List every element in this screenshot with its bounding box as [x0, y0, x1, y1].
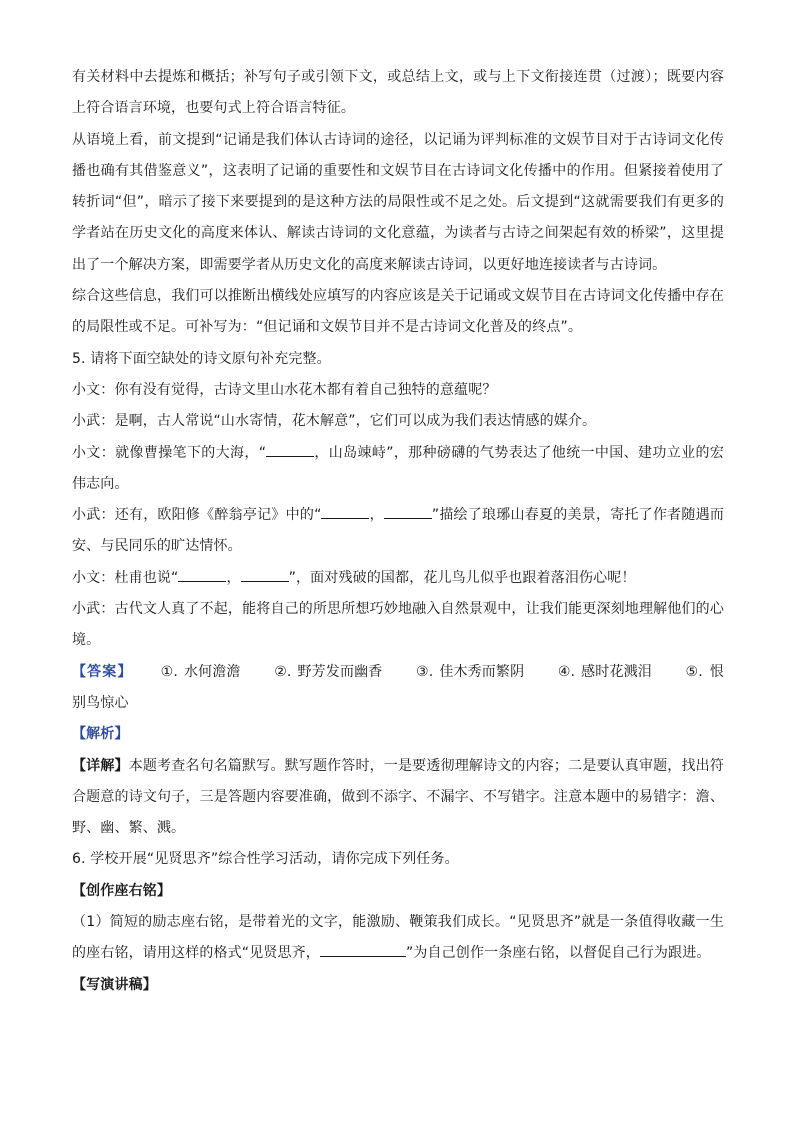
answer-item-1	[161, 657, 241, 688]
dialogue-line-4-separator: ，	[369, 507, 384, 524]
dialogue-line-3-end: ，山岛竦峙”，那种磅礴的气势表达了他统一中国、建功立业的宏伟志向。	[72, 444, 724, 492]
paragraph-context: 从语境上看，前文提到“记诵是我们体认古诗词的途径，以记诵为评判标准的文娱节目对于古诗词文化传播也确有其借鉴意义”，这表明了记诵的重要性和文娱节目在古诗词文化传播中的作用。但紧接着使用了转折词“但”，暗示了接下来要提到的是这种方法的局限性或不足之处。后文提到“这就需要我们有更多的学者站在历史文化的高度来体认、解读古诗词的文化意蕴，为读者与古诗之间架起有效的桥梁”，这里提出了一个解决方案，即需要学者从历史文化的高度来解读古诗词，以更好地连接读者与古诗词。	[72, 131, 724, 273]
answer-text: 佳木秀而繁阴	[439, 663, 525, 680]
task-1	[72, 907, 724, 970]
task-1-start: （1）简短的励志座右铭，是带着光的文字，能激励、鞭策我们成长。“见贤思齐”就是一条值得收藏一生的座右铭，请用这样的格式“见贤思齐，	[72, 914, 724, 962]
section-motto: 【创作座右铭】	[72, 882, 172, 899]
blank-5[interactable]	[241, 567, 289, 582]
analysis-detail	[72, 751, 724, 845]
answer-text: 恨别鸟惊心	[72, 663, 724, 711]
detail-tag: 【详解】	[72, 757, 129, 774]
paragraph-method: 有关材料中去提炼和概括；补写句子或引领下文，或总结上文，或与上下文衔接连贯（过渡）；既要内容上符合语言环境，也要句式上符合语言特征。	[72, 69, 724, 117]
question-6-title: 6. 学校开展“见贤思齐”综合性学习活动，请你完成下列任务。	[72, 851, 459, 868]
analysis-tag: 【解析】	[72, 726, 129, 743]
answer-text: 水何澹澹	[183, 663, 241, 680]
blank-1[interactable]	[266, 442, 314, 457]
answer-text: 野芳发而幽香	[297, 663, 383, 680]
dialogue-line-4-start: 小武：还有，欧阳修《醉翁亭记》中的“	[72, 507, 322, 524]
task-1-end: ”为自己创作一条座右铭，以督促自己行为跟进。	[405, 945, 711, 962]
dialogue-line-3	[72, 438, 724, 501]
paragraph-conclusion: 综合这些信息，我们可以推断出横线处应填写的内容应该是关于记诵或文娱节目在古诗词文化传播中存在的局限性或不足。可补写为：“但记诵和文娱节目并不是古诗词文化普及的终点”。	[72, 288, 724, 336]
answer-number: ①.	[160, 663, 178, 680]
dialogue-line-3-start: 小文：就像曹操笔下的大海，“	[72, 444, 267, 461]
section-speech: 【写演讲稿】	[72, 976, 157, 993]
answer-text: 感时花溅泪	[581, 663, 652, 680]
answer-number: ②.	[274, 663, 292, 680]
dialogue-line-5	[72, 563, 724, 594]
answer-tag: 【答案】	[72, 663, 133, 680]
answer-item-4	[558, 657, 652, 688]
answer-block	[72, 657, 724, 720]
dialogue-line-5-end: ”，面对残破的国都，花儿鸟儿似乎也跟着落泪伤心呢！	[288, 569, 636, 586]
document-content	[72, 62, 724, 1001]
detail-text: 本题考查名句名篇默写。默写题作答时，一是要透彻理解诗文的内容；二是要认真审题，找出符合题意的诗文句子，三是答题内容要准确，做到不添字、不漏字、不写错字。注意本题中的易错字：澹、野、幽、繁、溅。	[72, 757, 724, 837]
blank-3[interactable]	[384, 504, 432, 519]
blank-4[interactable]	[178, 567, 226, 582]
question-5-title: 5. 请将下面空缺处的诗文原句补充完整。	[72, 350, 331, 367]
blank-motto[interactable]	[320, 942, 406, 957]
blank-2[interactable]	[321, 504, 369, 519]
analysis-heading	[72, 719, 724, 750]
dialogue-line-2: 小武：是啊，古人常说“山水寄情，花木解意”，它们可以成为我们表达情感的媒介。	[72, 413, 597, 430]
dialogue-line-4	[72, 500, 724, 563]
dialogue-line-5-start: 小文：杜甫也说“	[72, 569, 179, 586]
answer-number: ④.	[557, 663, 576, 680]
dialogue-line-4-end: ”描绘了琅琊山春夏的美景，寄托了作者随遇而安、与民同乐的旷达情怀。	[72, 507, 725, 555]
answer-item-3	[416, 657, 524, 688]
dialogue-line-5-separator: ，	[226, 569, 241, 586]
dialogue-line-1: 小文：你有没有觉得，古诗文里山水花木都有着自己独特的意蕴呢？	[72, 381, 497, 398]
answer-number: ⑤.	[685, 663, 703, 680]
answer-item-2	[274, 657, 382, 688]
answer-number: ③.	[416, 663, 434, 680]
dialogue-line-6: 小武：古代文人真了不起，能将自己的所思所想巧妙地融入自然景观中，让我们能更深刻地理解他们的心境。	[72, 601, 724, 649]
